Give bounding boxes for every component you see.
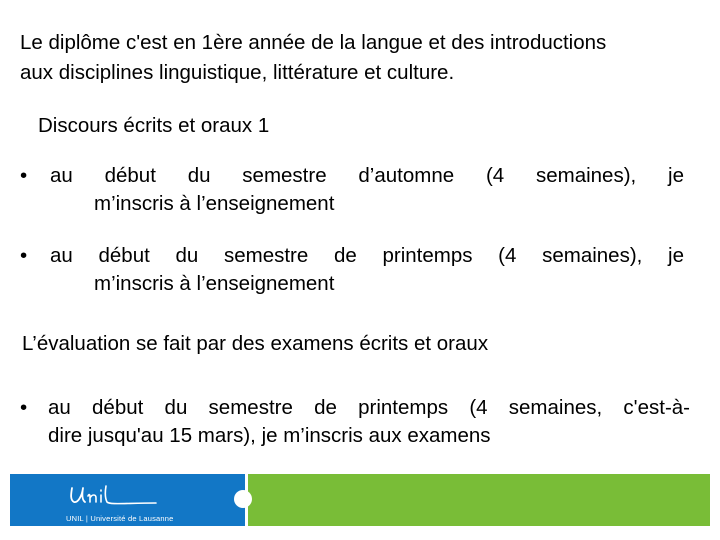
bullet-line-1: au début du semestre de printemps (4 semaines), je bbox=[50, 244, 684, 267]
bullet-line-1: au début du semestre d’automne (4 semaines), je bbox=[50, 164, 684, 187]
bullet-spring bbox=[20, 242, 684, 298]
intro-paragraph bbox=[20, 28, 710, 88]
section-heading: Discours écrits et oraux 1 bbox=[38, 114, 270, 137]
footer-green-band bbox=[248, 474, 710, 526]
unil-logo-icon bbox=[66, 484, 166, 510]
bullet-dot: • bbox=[20, 244, 28, 267]
intro-line-2: aux disciplines linguistique, littérature et culture. bbox=[20, 61, 455, 84]
bullet-line-1: au début du semestre de printemps (4 semaines, c'est-à- bbox=[48, 396, 690, 419]
bullet-autumn bbox=[20, 162, 684, 218]
bullet-line-2: dire jusqu'au 15 mars), je m’inscris aux examens bbox=[48, 424, 491, 447]
bullet-dot: • bbox=[20, 396, 28, 419]
evaluation-text: L’évaluation se fait par des examens écrits et oraux bbox=[22, 332, 489, 355]
bullet-dot: • bbox=[20, 164, 28, 187]
bullet-line-2: m’inscris à l’enseignement bbox=[94, 192, 335, 215]
intro-line-1: Le diplôme c'est en 1ère année de la langue et des introductions bbox=[20, 31, 607, 54]
footer-dot-icon bbox=[234, 490, 252, 508]
logo-caption: UNIL | Université de Lausanne bbox=[66, 514, 174, 523]
footer-banner bbox=[0, 470, 720, 540]
bullet-exams bbox=[20, 394, 690, 450]
bullet-line-2: m’inscris à l’enseignement bbox=[94, 272, 335, 295]
